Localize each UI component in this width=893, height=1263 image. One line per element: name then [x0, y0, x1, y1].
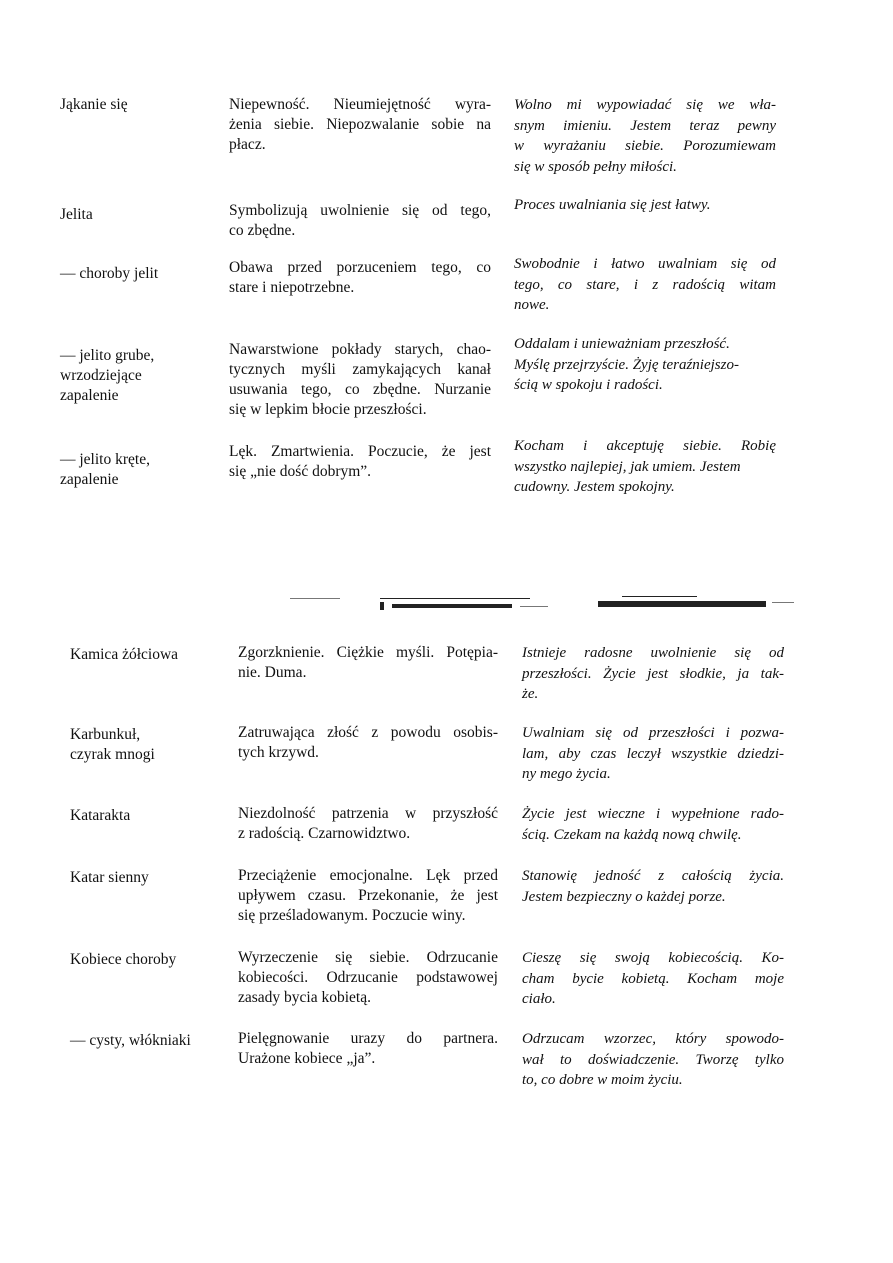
affirmation-cell — [514, 254, 776, 316]
affirmation-line: Kocham i akceptuję siebie. Robię — [514, 438, 776, 454]
affirmation-line: Odrzucam wzorzec, który spowodo- — [522, 1031, 784, 1047]
affirmation-cell — [514, 195, 776, 216]
cause-cell — [229, 95, 491, 155]
cause-line: płacz. — [229, 136, 266, 153]
cause-cell — [238, 1029, 498, 1069]
separator-line — [290, 598, 340, 599]
term-cell — [60, 264, 220, 284]
separator-line — [598, 601, 766, 607]
term-line: czyrak mnogi — [70, 746, 155, 763]
term-line: zapalenie — [60, 471, 119, 488]
page-separator — [0, 588, 893, 612]
affirmation-line: lam, aby czas leczył wszystkie dziedzi- — [522, 745, 784, 762]
separator-line — [392, 604, 512, 608]
cause-line: co zbędne. — [229, 222, 296, 239]
affirmation-line: tego, co stare, i z radością witam — [514, 276, 776, 293]
term-line: — jelito grube, — [60, 347, 155, 364]
cause-line: Nawarstwione pokłady starych, chao- — [229, 341, 491, 358]
affirmation-cell — [514, 95, 776, 177]
cause-line: Wyrzeczenie się siebie. Odrzucanie — [238, 949, 498, 966]
separator-line — [622, 596, 697, 597]
affirmation-line: Stanowię jedność z całością życia. — [522, 868, 784, 884]
term-line: Katar sienny — [70, 869, 149, 886]
affirmation-line: to, co dobre w moim życiu. — [522, 1072, 683, 1088]
cause-cell — [229, 340, 491, 420]
term-line: Katarakta — [70, 807, 131, 824]
affirmation-cell — [522, 1029, 784, 1091]
affirmation-line: Istnieje radosne uwolnienie się od — [522, 645, 784, 661]
cause-line: tycznych myśli zamykających kanał — [229, 361, 491, 378]
affirmation-cell — [522, 866, 784, 907]
separator-line — [772, 602, 794, 603]
term-cell — [70, 950, 220, 970]
cause-cell — [238, 804, 498, 844]
term-cell — [70, 1031, 220, 1051]
cause-cell — [238, 948, 498, 1008]
term-cell — [60, 95, 220, 115]
term-line: — choroby jelit — [60, 265, 159, 282]
affirmation-line: Cieszę się swoją kobiecością. Ko- — [522, 950, 784, 966]
cause-line: Urażone kobiece „ja”. — [238, 1050, 376, 1067]
cause-line: Niepewność. Nieumiejętność wyra- — [229, 96, 491, 113]
separator-line — [520, 606, 548, 607]
cause-line: się prześladowanym. Poczucie winy. — [238, 907, 466, 924]
affirmation-line: Życie jest wieczne i wypełnione rado- — [522, 806, 784, 822]
affirmation-line: w wyrażaniu siebie. Porozumiewam — [514, 138, 776, 154]
cause-cell — [229, 442, 491, 482]
cause-line: Zatruwająca złość z powodu osobis- — [238, 724, 498, 741]
term-cell — [70, 868, 220, 888]
term-cell — [70, 645, 220, 665]
cause-cell — [238, 643, 498, 683]
term-line: Kamica żółciowa — [70, 646, 179, 663]
cause-line: stare i niepotrzebne. — [229, 279, 355, 296]
cause-line: nie. Duma. — [238, 664, 307, 681]
term-line: Jąkanie się — [60, 96, 128, 113]
affirmation-line: się w sposób pełny miłości. — [514, 158, 677, 175]
affirmation-line: że. — [522, 686, 539, 702]
affirmation-line: ny mego życia. — [522, 766, 611, 782]
cause-line: Lęk. Zmartwienia. Poczucie, że jest — [229, 443, 491, 460]
term-cell — [70, 725, 220, 765]
cause-line: Przeciążenie emocjonalne. Lęk przed — [238, 867, 498, 884]
term-cell — [60, 346, 220, 406]
separator-line — [380, 602, 384, 610]
cause-line: Pielęgnowanie urazy do partnera. — [238, 1030, 498, 1047]
affirmation-line: ciało. — [522, 991, 556, 1007]
affirmation-line: wszystko najlepiej, jak umiem. Jestem — [514, 458, 741, 475]
cause-cell — [229, 201, 491, 241]
affirmation-line: cham bycie kobietą. Kocham moje — [522, 970, 784, 987]
cause-line: Niezdolność patrzenia w przyszłość — [238, 805, 498, 822]
cause-cell — [238, 723, 498, 763]
affirmation-line: Jestem bezpieczny o każdej porze. — [522, 888, 726, 905]
affirmation-line: Myślę przejrzyście. Żyję teraźniejszo- — [514, 356, 739, 373]
term-cell — [60, 205, 220, 225]
cause-line: Symbolizują uwolnienie się od tego, — [229, 202, 491, 219]
cause-line: Zgorzknienie. Ciężkie myśli. Potępia- — [238, 644, 498, 661]
affirmation-cell — [522, 804, 784, 845]
affirmation-line: nowe. — [514, 297, 550, 313]
cause-cell — [238, 866, 498, 926]
cause-line: tych krzywd. — [238, 744, 319, 761]
separator-line — [380, 598, 530, 599]
affirmation-line: Proces uwalniania się jest łatwy. — [514, 197, 711, 213]
cause-line: kobiecości. Odrzucanie podstawowej — [238, 969, 498, 986]
cause-line: się „nie dość dobrym”. — [229, 463, 372, 480]
affirmation-line: przeszłości. Życie jest słodkie, ja tak- — [522, 665, 784, 682]
term-line: zapalenie — [60, 387, 119, 404]
cause-line: usuwania tego, co zbędne. Nurzanie — [229, 381, 491, 398]
affirmation-line: snym imieniu. Jestem teraz pewny — [514, 117, 776, 134]
cause-line: Obawa przed porzuceniem tego, co — [229, 259, 491, 276]
term-line: Karbunkuł, — [70, 726, 141, 743]
affirmation-cell — [514, 436, 776, 498]
affirmation-cell — [522, 948, 784, 1010]
affirmation-line: Uwalniam się od przeszłości i pozwa- — [522, 725, 784, 741]
cause-line: się w lepkim błocie przeszłości. — [229, 401, 427, 418]
term-line: — cysty, włókniaki — [70, 1032, 191, 1049]
term-line: Kobiece choroby — [70, 951, 177, 968]
cause-line: żenia siebie. Niepozwalanie sobie na — [229, 116, 491, 133]
cause-line: zasady bycia kobietą. — [238, 989, 371, 1006]
affirmation-cell — [514, 334, 776, 396]
term-line: wrzodziejące — [60, 367, 142, 384]
affirmation-line: cudowny. Jestem spokojny. — [514, 479, 675, 495]
cause-line: upływem czasu. Przekonanie, że jest — [238, 887, 498, 904]
affirmation-line: Swobodnie i łatwo uwalniam się od — [514, 256, 776, 272]
affirmation-line: ścią w spokoju i radości. — [514, 377, 663, 393]
affirmation-cell — [522, 643, 784, 705]
affirmation-line: wał to doświadczenie. Tworzę tylko — [522, 1051, 784, 1068]
cause-cell — [229, 258, 491, 298]
affirmation-line: ścią. Czekam na każdą nową chwilę. — [522, 826, 742, 843]
cause-line: z radością. Czarnowidztwo. — [238, 825, 411, 842]
term-line: — jelito kręte, — [60, 451, 150, 468]
term-line: Jelita — [60, 206, 93, 223]
affirmation-cell — [522, 723, 784, 785]
affirmation-line: Wolno mi wypowiadać się we wła- — [514, 97, 776, 113]
affirmation-line: Oddalam i unieważniam przeszłość. — [514, 336, 730, 352]
term-cell — [70, 806, 220, 826]
term-cell — [60, 450, 220, 490]
